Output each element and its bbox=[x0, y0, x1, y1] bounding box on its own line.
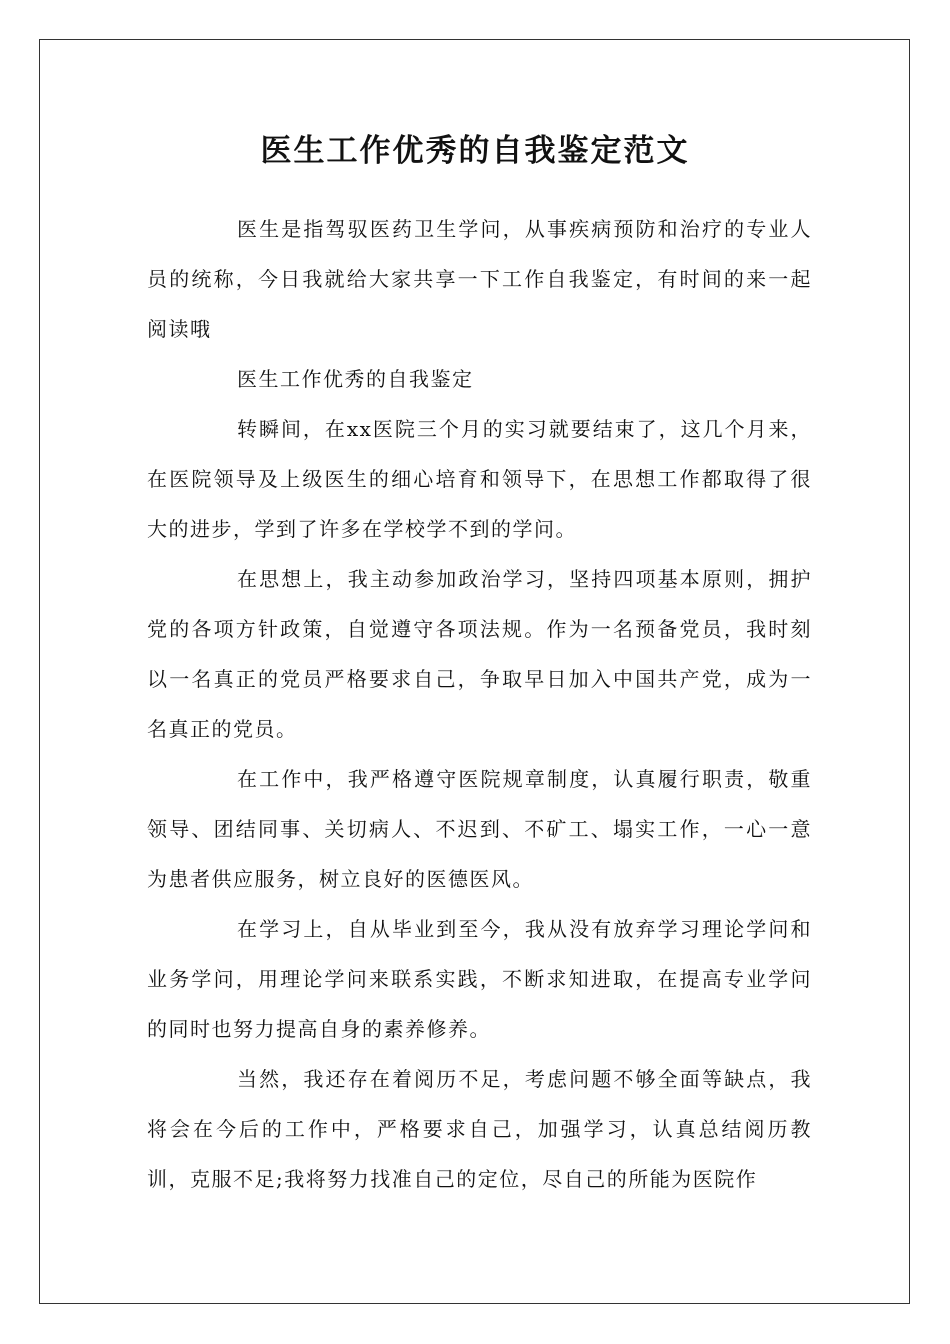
section-heading: 医生工作优秀的自我鉴定 bbox=[237, 367, 474, 391]
paragraph-ideology: 在思想上，我主动参加政治学习，坚持四项基本原则，拥护党的各项方针政策，自觉遵守各项法规。作为一名预备党员，我时刻以一名真正的党员严格要求自己，争取早日加入中国共产党，成为一名真正的党员。 bbox=[147, 567, 812, 741]
paragraph-shortcomings: 当然，我还存在着阅历不足，考虑问题不够全面等缺点，我将会在今后的工作中，严格要求自己，加强学习，认真总结阅历教训，克服不足;我将努力找准自己的定位，尽自己的所能为医院作 bbox=[147, 1067, 812, 1191]
document-body bbox=[147, 204, 812, 1204]
document-title: 医生工作优秀的自我鉴定范文 bbox=[260, 133, 690, 169]
intro-paragraph: 医生是指驾驭医药卫生学问，从事疾病预防和治疗的专业人员的统称，今日我就给大家共享一下工作自我鉴定，有时间的来一起阅读哦 bbox=[147, 217, 812, 341]
paragraph-study: 在学习上，自从毕业到至今，我从没有放弃学习理论学问和业务学问，用理论学问来联系实践，不断求知进取，在提高专业学问的同时也努力提高自身的素养修养。 bbox=[147, 917, 812, 1041]
paragraph-work: 在工作中，我严格遵守医院规章制度，认真履行职责，敬重领导、团结同事、关切病人、不迟到、不矿工、塌实工作，一心一意为患者供应服务，树立良好的医德医风。 bbox=[147, 767, 812, 891]
paragraph-internship: 转瞬间，在xx医院三个月的实习就要结束了，这几个月来，在医院领导及上级医生的细心培育和领导下，在思想工作都取得了很大的进步，学到了许多在学校学不到的学问。 bbox=[147, 417, 812, 541]
